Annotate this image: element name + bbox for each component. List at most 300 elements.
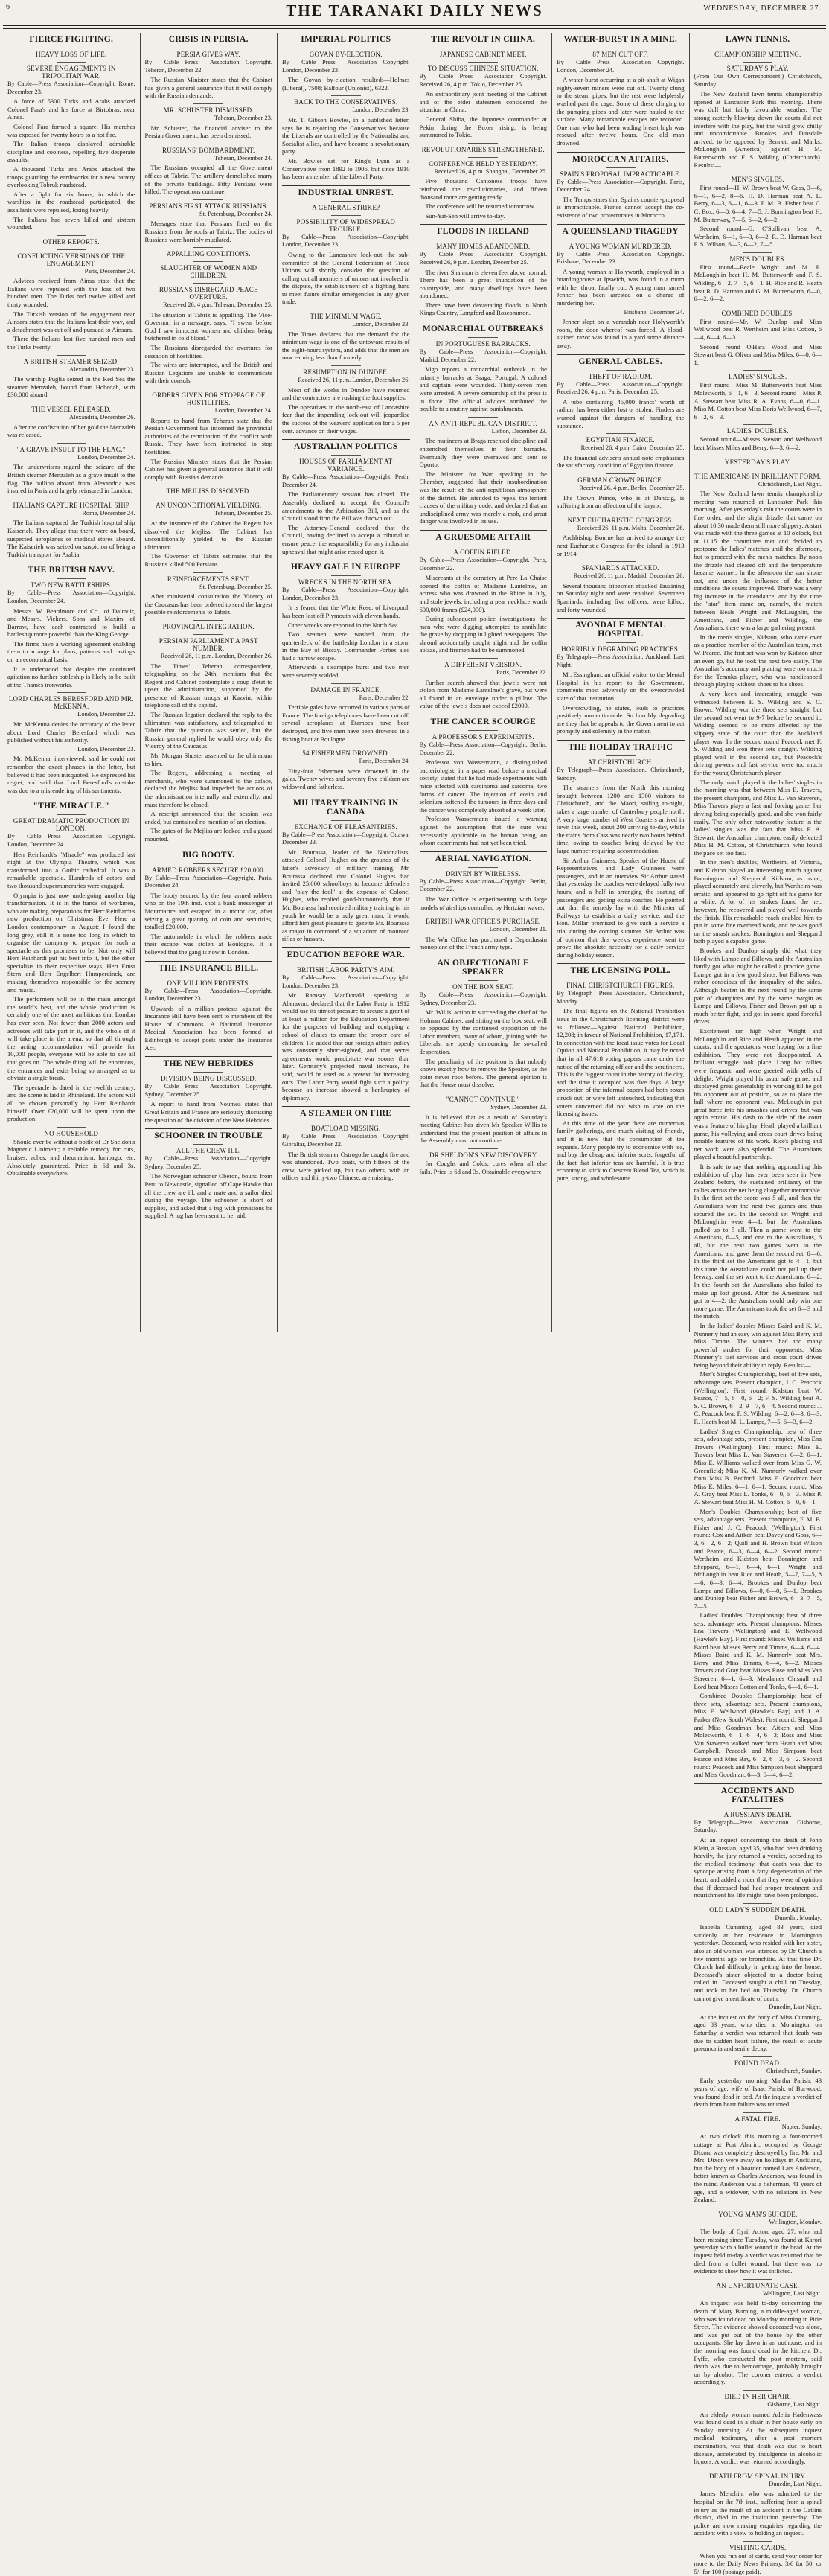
article-paragraph: First round—H. W. Brown beat W. Goss, 3—6, 6—1, 6—2, 8—6. H. D. Harman beat A. E. Berry, 6—3, 6—1, 6—3. F. M. B. Fisher beat C. C. Box, 6—0, 6—4, 7—5. J. Bonnington beat H. M. Butterway, 7—5, 6—2, 6—2. [694, 184, 822, 223]
article-paragraph: A force of 5300 Turks and Arabs attacked Colonel Fara's and his force at Birtobras, near Ainsa. [7, 98, 135, 121]
article-paragraph: Mr. T. Gibson Bowles, in a published letter, says he is rejoining the Conservatives because the Liberals are controlled by the Nationalist and Socialist allies, and have become a revolutionary party. [282, 115, 410, 156]
short-rule [743, 2279, 772, 2280]
article-subheading: BRITISH WAR OFFICE'S PURCHASE. [426, 918, 541, 926]
short-rule [193, 247, 223, 248]
article-paragraph: Colonel Fara formed a square. His marches was exposed for twenty hours to a hot fire. [7, 122, 135, 138]
article-paragraph: The Turkish version of the engagement near Ainsara states that the Italians lost their way, and a detachment was cut off and pursued to Ainsara. [7, 310, 135, 333]
article-dateline: Brisbane, December 24. [624, 308, 685, 316]
article-byline: By Cable—Press Association—Copyright. Berlin, December 22. [419, 878, 547, 893]
article-subheading: DAMAGE IN FRANCE. [310, 685, 382, 694]
article-headline: THE REVOLT IN CHINA. [431, 35, 536, 44]
article-byline: By Cable—Press Association—Copyright. Received 26, 9 p.m. London, December 25. [419, 251, 547, 266]
article-subheading: PERSIANS FIRST ATTACK RUSSIANS. [149, 202, 269, 210]
article-subheading: ON THE BOX SEAT. [452, 982, 514, 991]
article-byline: By Telegraph—Press Association. Auckland, Last Night. [557, 653, 685, 668]
article-subheading: CHAMPIONSHIP MEETING. [714, 51, 801, 58]
short-rule [743, 2390, 772, 2391]
article-paragraph: The situation at Tabriz is appalling. The Vice-Governor, in a message, says: "I swear before God I saw innocent women and children being butchered in cold blood." [144, 310, 272, 342]
article-paragraph: An extraordinary joint meeting of the Cabinet and of the elder statesmen considered the situation in China. [419, 90, 547, 114]
article-dateline: Gisborne, Last Night. [767, 2400, 822, 2408]
article-paragraph: Further search showed that jewels were not stolen from Madame Lantelme's grave, but were all found in an envelope under a pillow. The value of the jewels does not exceed £2000. [419, 678, 547, 710]
article-byline: By Cable—Press Association—Copyright. London, December 24. [7, 833, 135, 848]
article-byline: By Cable—Press Association—Copyright. Sydney, December 25. [144, 1155, 272, 1170]
article-subheading: SPAIN'S PROPOSAL IMPRACTICABLE. [560, 170, 682, 178]
article-paragraph: Excitement ran high when Wright and McLoughlin and Rice and Heath appeared in the courts, and the spectators were hoping for a fine exhibition. They were not disappointed. A brilliant struggle took place. Long hot rallies were frequent, and were greeted with yells of delight. Wright played his usual safe game, and displayed great generalship in working till he got his opponent out of position, so as to place the ball where no opponent was. McLoughlin put great force into his smashes and drives, but was again erratic. His dash to the side of the court was a feature of his play. Heath played a brilliant game, his volleying and cross court drives being notable features of his work. Rice's placing and net work were also splendid. The Australians played a beautiful partnership. [694, 1026, 822, 1161]
article-divider [557, 740, 685, 741]
article-paragraph: The steamers from the North this morning brought between 1200 and 1300 visitors to Christchurch, and the Maori, sailing to-night, takes a large number of Canterbury people north. A very large number of West Coasters arrived in town this week, about 200 arriving to-day, while the trains from Cass was nearly two hours behind time, owing to coaches being delayed by the large number requiring accommodation. [557, 784, 685, 854]
article-dateline: Alexandria, December 23. [69, 365, 135, 373]
article-headline: FIERCE FIGHTING. [29, 35, 114, 44]
short-rule [468, 980, 498, 981]
article-subheading: ONE MILLION PROTESTS. [167, 979, 250, 987]
article-paragraph: At an inquest concerning the death of John Klein, a Russian, aged 35, who had been drinking heavily, the jury returned a verdict, according to the medical testimony, that death was due to syncope arising from a fatty degeneration of the heart, and added a rider that they were of opinion that if deceased had had proper treatment and nourishment his life might have been prolonged. [694, 1835, 822, 1899]
article-paragraph: The Russian Minister states that the Cabinet has given a general assurance that it will comply with the Russian demands. [144, 76, 272, 100]
article-headline: HEAVY GALE IN EUROPE [290, 563, 401, 572]
article-paragraph: Mr. Morgan Shuster assented to the ultimatum to him. [144, 752, 272, 767]
article-paragraph: Isabella Cumming, aged 83 years, died suddenly at her residence in Mornington yesterday. Deceased, who resided with her sister, also an old woman, was attended by Dr. Church a few months ago for bronchitis. At that time Dr. Church had difficulty in getting into the house. Deceased's sister objected to a doctor being called in. Deceased sought a chill on Tuesday, and took to her bed on Thursday. Dr. Church cannot give a certificate of death. [694, 1923, 822, 2002]
article-paragraph: Vigo reports a monarchial outbreak in the infantry barracks at Braga, Portugal. A colonel and captain were wounded. Thirty-seven men were arrested. A severe censorship of the press is in force. The official advices attributed the trouble to a mutiny against punishments. [419, 365, 547, 413]
article-paragraph: Professor von Wassermann, a distinguished bacteriologist, in a paper read before a medical society, stated that he had made experiments with mice affected with carcinoma and sarcoma, two forms of cancer. The injection of eosin and selenium softened the tumours in three days and the cancer was completely absorbed a week later. [419, 758, 547, 814]
article-subheading: VISITING CARDS. [729, 2543, 787, 2551]
short-rule [468, 337, 498, 338]
article-subheading: APPALLING CONDITIONS. [166, 250, 251, 258]
article-dateline: Rome, December 24. [82, 509, 135, 517]
article-byline: By Cable—Press Association—Copyright. Paris, December 24. [144, 874, 272, 889]
short-rule [331, 683, 361, 684]
article-paragraph: The operatives in the north-east of Lancashire fear that the impending lock-out will jeopardise the success of the weavers' application for a 5 per cent. advance on their wages. [282, 403, 410, 435]
article-paragraph: The spectacle is dated in the twelfth century, and the scene is laid in Rhineland. The actors will all be chosen personally by Herr Reinhardt himself. Over £20,000 will be spent upon the production. [7, 1083, 135, 1123]
short-rule [57, 62, 86, 63]
article-paragraph: The Governor of Tabriz estimates that the Russians killed 500 Persians. [144, 552, 272, 568]
article-paragraph: James Mehehin, who was admitted to the hospital on the 7th inst., suffering from a spinal injury as the result of an accident in the Catlins district, died in the institution yesterday. The police are now making enquiries regarding the accident with a view to holding an inquest. [694, 2490, 822, 2537]
article-divider [557, 224, 685, 225]
article-paragraph: It is understood that despite the continued agitation no further battleship is likely to be built at the Thames ironworks. [7, 665, 135, 688]
short-rule [331, 365, 361, 366]
short-rule [57, 249, 86, 250]
article-subheading: BOATLOAD MISSING. [311, 1125, 381, 1133]
article-paragraph: Terrible gales have occurred in various parts of France. The foreign telephones have been cut off, several aeroplanes at Etampes have been destroyed, and five men have been drowned in a fishing boat at Boulogne. [282, 703, 410, 743]
article-byline: By Cable—Press Association—Copyright. London, December 23. [282, 233, 410, 249]
article-divider [557, 618, 685, 619]
article-dateline: London, December 23. [352, 106, 410, 114]
article-paragraph: At this time of the year there are numerous family gatherings, and much visiting of friends, and it is now that the consumption of tea expands. Many people try to economise with tea, and buy the cheap and inferior sorts, forgetful of the fact that inferior teas are harmful. It is true economy to stick to Crescent Blend Tea, which is pure, strong, and wholesome. [557, 1119, 685, 1182]
article-paragraph: A very keen and interesting struggle was witnessed between F. S. Wilding and S. C. Brown. Wilding won the three sets straight, but the second set went to 9-7 before he secured it. Wilding seemed to be more affected by the slippery state of the court than the Auckland player was. In the second round Peacock met F. S. Wilding and won three sets straight. Wilding played well in the second set, but Peacock's driving powers and fast service were too much for the young Christchurch player. [694, 690, 822, 776]
article-headline: THE INSURANCE BILL. [159, 963, 259, 973]
article-subheading: MEN'S DOUBLES. [729, 255, 786, 263]
article-subheading: A PROFESSOR'S EXPERIMENTS. [432, 733, 534, 741]
short-rule [606, 561, 636, 562]
article-paragraph: It is feared that the White Rose, of Liverpool, has been lost off Plymouth with eleven hands. [282, 604, 410, 619]
article-paragraph: Brookes and Dunlop simply did what they liked with Lampe and Billows, and the Australian hardly got what might be called a practice game. Lampe got in a few good shots, but Billows was rather conscious of the inequality of the sides. Although beaten in the next round by the same pair of champions and by the same margin as Lampe and Billows, Fisher and Brown put up a much better fight, and got in some good forceful drives. [694, 947, 822, 1026]
article-paragraph: The Italians had seven killed and sixteen wounded. [7, 215, 135, 231]
article-byline: By Cable—Press Association—Copyright. Sydney, December 25. [144, 1083, 272, 1098]
article-paragraph: The performers will be in the main amongst the world's best, and the whole production is certainly one of the most ambitious that London has ever seen. Not fewer than 2000 actors and actresses will take part in it, and the whole of it will take place in the arena, so that all through the acting accommodation will provide for 10,000 people, everyone will be able to see all that goes on. The whole thing will be enormous, the entrances and exits being so arranged as to obviate a single break. [7, 995, 135, 1082]
article-paragraph: Five thousand Cantonese troops have reinforced the revolutionaries, and fifteen thousand more are getting ready. [419, 177, 547, 201]
article-headline: BIG BOOTY. [182, 850, 235, 860]
article-subheading: YOUNG MAN'S SUICIDE. [718, 2210, 798, 2218]
article-byline: By Telegraph—Press Association. Gisborne, Saturday. [694, 1818, 822, 1834]
short-rule [468, 867, 498, 868]
article-paragraph: Advices received from Ainsa state that the Italians were repulsed with the loss of two hundred men. The Turks had twelve killed and thirty wounded. [7, 277, 135, 309]
article-byline: By Cable—Press Association—Copyright. Brisbane, December 23. [557, 250, 685, 266]
article-subheading: MEN'S SINGLES. [731, 176, 784, 184]
article-byline: By Telegraph—Press Association. Christchurch, Monday. [557, 990, 685, 1005]
article-headline: AUSTRALIAN POLITICS [293, 442, 398, 452]
article-subheading: THE MINIMUM WAGE. [310, 313, 382, 321]
article-divider [282, 439, 410, 440]
article-subheading: A YOUNG WOMAN MURDERED. [569, 242, 672, 250]
article-paragraph: A water-burst occurring at a pit-shaft at Wigan eighty-seven miners were cut off. Twenty clung to the steam pipes, but the rest were helplessly washed past the cage. Some of these clinging to the pumping pipes and later were hauled to the surface. Many remarkable escapes are recorded. One man who had been wading breast high was rescued after twelve hours. One old man drowned. [557, 76, 685, 147]
article-subheading: SPANIARDS ATTACKED. [581, 564, 659, 572]
article-paragraph: Second round—Misses Stewart and Wellwood beat Misses Miles and Berry, 6—3, 6—2. [694, 435, 822, 451]
article-subheading: SATURDAY'S PLAY. [726, 65, 789, 72]
article-paragraph: Men's Singles Championship, best of five sets, advantage sets. Present champion, J. C. Peacock (Wellington). First round: Kidston beat W. Pearce, 7—5, 6—0, 6—2; F. S. Wilding beat A. S. C. Brown, 6—2, 9—7, 6—4. Second round: J. C. Peacock beat F. S. Wilding, 6—2, 6—3, 6—3; R. Heath beat M. L. Lampe, 7—5, 6—3, 6—2. [694, 1370, 822, 1426]
article-paragraph: The river Shannon is eleven feet above normal. There has been a great inundation of the countryside, and many dwellings have been abandoned. [419, 268, 547, 300]
article-dateline: Received 26, 11 p.m. Madrid, December 26. [573, 572, 685, 580]
article-paragraph: The War Office is experimenting with large models of airships controlled by Hertzian waves. [419, 895, 547, 911]
article-divider [282, 947, 410, 948]
article-paragraph: The underwriters regard the seizure of the British steamer Menzaleh as a grave insult to the flag. The bullion aboard from Alexandria was insured in Paris and largely reinsured in London. [7, 463, 135, 495]
article-divider [557, 152, 685, 153]
article-paragraph: Second round—G. O'Sullivan beat A. Wertheim, 6—1, 6—3, 6—2. R. D. Harman beat P. S. Wilson, 6—3, 6—2, 7—5. [694, 225, 822, 249]
article-paragraph: The New Zealand lawn tennis championship opened at Lancaster Park this morning. There was dull but fairly favourable weather. The strong easterly blowing down the courts did not interfere with the play, but the wind grew chilly and uncomfortable. Brookes and Dinsdale arrived, to be opposed by Bennett and Marks. McLoughlin (America) against H. M. Butterworth and F. S. Wilding (Christchurch). Results:— [694, 90, 822, 169]
article-divider [145, 961, 273, 962]
article-paragraph: A young woman at Holyworth, employed in a boardinghouse at Ipswich, was found in a room with her throat fatally cut. A young man named Jenner has been arrested on a charge of murdering her. [557, 267, 685, 307]
article-dateline: Received 26, 4 p.m. Cairo, December 25. [580, 444, 685, 452]
article-byline: (From Our Own Correspondent.) Christchurch, Saturday. [694, 73, 822, 88]
article-headline: AVONDALE MENTAL HOSPITAL [575, 621, 666, 639]
article-subheading: GERMAN CROWN PRINCE. [577, 476, 664, 484]
article-paragraph: Mr. McKenna denies the accuracy of the letter about Lord Charles Beresford which was published without his authority. [7, 720, 135, 744]
article-paragraph: Mr. Schuster, the financial adviser to the Persian Government, has been dismissed. [144, 124, 272, 140]
article-paragraph: At the instance of the Cabinet the Regent has dissolved the Mejliss. The Cabinet has unconditionally yielded to the Russian ultimatum. [144, 519, 272, 551]
article-paragraph: The final figures on the National Prohibition issue in the Christchurch licensing district were as follows:—Against National Prohibition, 12,208; in favour of National Prohibition, 17,171. In connection with the local issue votes for Local Option and National Prohibition, it may be noted that in all 47,618 voting papers came under the notice of the returning officer and the scrutineers. This is the biggest count in the history of the city, and the time it occupied was five days. A large proportion of the informal papers had both boxes struck out, or were left untouched, indicating that voters concerned did not wish to vote on the licensing issues. [557, 1007, 685, 1118]
article-paragraph: Reports to hand from Teheran state that the Persian Government has informed the provincial authorities of the termination of the conflict with Russia. They have been instructed to stop hostilities. [144, 416, 272, 456]
article-dateline: Lisbon, December 23. [491, 427, 547, 435]
short-rule [606, 642, 636, 643]
article-paragraph: A rescript announced that the session was ended, but contained no mention of an election. [144, 810, 272, 825]
short-rule [468, 62, 498, 63]
article-paragraph: In the men's doubles, Wertheim, of Victoria, and Kidston played an interesting match against Bonnington and Sheppard. Kidston, as usual, played accurately and cleverly, but Wertheim was erratic, and appeared to go right off his game for a while. A lot of his strokes found the net, however, he recovered and played well towards the finish. His remarkable reach enabled him to put in some fine overhead work, and he was good on the smash strokes. Bonnington and Sheppard both played a capable game. [694, 858, 822, 945]
short-rule [193, 103, 223, 104]
article-dateline: Christchurch, Last Night. [758, 480, 822, 488]
article-dateline: London, December 24. [214, 407, 272, 415]
article-paragraph: In the men's singles, Kidston, who came over as a practice member of the Australian team, met W. Pearce. The first set was won by Kidston after an even go, but he took the next two easily. The Australian's accuracy and placing were too much for the Temuka player, who was handicapped through playing without shoes to his shoes. [694, 633, 822, 688]
article-divider [420, 224, 548, 225]
article-paragraph: Professor Wassermann issued a warning against the assumption that the cure was necessarily applicable to the human being, on whom experiments had not yet been tried. [419, 815, 547, 847]
article-byline: By Cable—Press Association—Copyright. London, December 23. [282, 59, 410, 74]
article-paragraph: First round—Mr. W. Dunlop and Miss Wellwood beat R. Wertheim and Miss Cotton, 6—4, 6—4, 6—3. [694, 317, 822, 342]
article-headline: WATER-BURST IN A MINE. [563, 35, 677, 44]
article-subheading: EXCHANGE OF PLEASANTRIES. [294, 822, 397, 831]
article-paragraph: Upwards of a million protests against the Insurance Bill have been sent to members of the House of Commons. A National Insurance Medical Association has been formed at Edinburgh to accept posts under the Insurance Act. [144, 1004, 272, 1052]
article-paragraph: A tube containing 45,000 francs' worth of radium has been either lost or stolen. Finders are warned against the dangers of handling the substance. [557, 397, 685, 429]
article-divider [694, 1783, 822, 1784]
article-paragraph: Sir Arthur Guinness, Speaker of the House of Representatives, and Lady Guinness were passengers, and in an interview Sir Arthur stated that yesterday the coaches were delayed fully two hours, and a half in arranging the seating of passengers and getting extra coaches. He pointed out that the remedy lay with the Minister of Railways to establish a daily service, and the Hon. Millar promised to give such a service a trial during the coming summer. Sir Arthur was of opinion that this week's experience went to prove the absolute necessity for a daily service during holiday season. [557, 856, 685, 959]
article-paragraph: Mr. Bourassa, leader of the Nationalists, attacked Colonel Hughes on the grounds of the latter's advocacy of military training. Mr. Bourassa declared that Colonel Hughes had invited 25,000 schoolboys to become defenders and "play the fool" at the expense of Colonel Hughes, who replied good-humouredly that if Mr. Bourassa had received military training in his youth he would be a truly great man. It would afford him great pleasure to gazette Mr. Bourassa as major in command of a squadron of mounted rifles or hussars. [282, 848, 410, 943]
article-paragraph: The wires are interrupted, and the British and Russian Legations are unable to communicate with their consuls. [144, 361, 272, 385]
article-dateline: Received 26, 4 p.m. Teheran, December 25. [163, 301, 272, 309]
short-rule [468, 730, 498, 731]
article-paragraph: The Minister for War, speaking in the Chamber, suggested that their insubordination was the result of the anti-republican atmosphere of the district. He intended to repeal the lenient clauses of the military code, and declared that an undisciplined army was merely a mob, and great danger was involved in its use. [419, 470, 547, 525]
article-subheading: RUSSIANS' BOMBARDMENT. [162, 146, 255, 154]
short-rule [743, 2056, 772, 2057]
article-subheading: YESTERDAY'S PLAY. [724, 458, 791, 466]
short-rule [331, 95, 361, 96]
short-rule [468, 658, 498, 659]
article-subheading: A FATAL FIRE. [734, 2115, 781, 2123]
article-paragraph: Miscreants at the cemetery at Pere La Chaise opened the coffin of Madame Lantelme, an actress who was drowned in the Rhine in July, and stole jewels, including a pear necklace worth 600,000 francs (£24,000). [419, 574, 547, 613]
article-subheading: MANY HOMES ABANDONED. [436, 243, 531, 251]
article-paragraph: Several thousand tribesmen attacked Tauzining on Saturday night and were repulsed. Seventeen Spaniards, including five officers, were killed, and forty wounded. [557, 581, 685, 613]
article-divider [420, 530, 548, 531]
article-paragraph: The Russian Minister states that the Persian Cabinet has given a general assurance that it will comply with Russia's demands. [144, 457, 272, 481]
article-subheading: A COFFIN RIFLED. [453, 548, 513, 556]
article-subheading: DR SHELDON'S NEW DISCOVERY [429, 1151, 537, 1159]
article-paragraph: After a fight for six hours, in which the warships in the roadstead participated, the assailants were repulsed, losing heavily. [7, 190, 135, 214]
article-subheading: "CANNOT CONTINUE." [446, 1096, 520, 1104]
article-byline: By Cable—Press Association—Copyright. London, December 24. [7, 589, 135, 604]
short-rule [606, 167, 636, 168]
article-paragraph: Mr. Ramsay MacDonald, speaking at Aberavon, declared that the Labor Party in 1912 would use its utmost pressure to secure a grant of at least a million for the Education Department for the purposes of building and equipping a school of clinics to ensure the proper care of children. He added that our foreign affairs policy was constantly short-sighted, and that secret agreements would precipitate war sooner than later. Germany's projected naval increase, he said, would be used as a pretext for increasing ours. The Labor Party would fight such a policy, because an increase showed a bankruptcy of diplomacy. [282, 991, 410, 1102]
article-subheading: REVOLUTIONARIES STRENGTHENED. [421, 145, 545, 153]
article-paragraph: It is safe to say that nothing approaching this exhibition of play has ever been seen in New Zealand before, the sustained brilliancy of the rallies across the net being altogether memorable. In the first set the score was 5 all, and then the Australians won the next two games and thus secured the set. In the second set Wright and McLoughlin were 4—1, but the Australians pulled up to 5 all. Then a game went to the Americans, 6—5, and one to the Australians, 6 all, but the next two games went to the Americans, and gave them the second set, 8—6. In the third set the Americans got to 4—1, but this time the Australians could not pull up their leeway, and the set went to the Americans, 6—2. In the fourth set the Australians also failed to make up lost ground. After the Americans had got to 4—2, the Australians could only win one more game. The Americans took the set 6—3 and the match. [694, 1163, 822, 1320]
article-paragraph: There the Italians lost five hundred men and the Turks twenty. [7, 335, 135, 351]
short-rule [743, 252, 772, 253]
article-dateline: Dunedin, Last Night. [769, 2480, 822, 2487]
article-paragraph: The Russian legation declared the reply to the ultimatum was satisfactory, and telegraphed to Tabriz that the question was settled, but the Russian general replied he would obey only the Viceroy of the Caucasus. [144, 711, 272, 750]
article-paragraph: The Times' Teheran correspondent, telegraphing on the 24th, mentions that the Regent and Cabinet contemplate a coup d'etat to upset the administration, supported by the presence of Russian troops at Kazvin, within telephone call of the capital. [144, 662, 272, 709]
article-subheading: 87 MEN CUT OFF. [592, 51, 649, 58]
article-paragraph: Second round—O'Hara Wood and Miss Stewart beat G. Oliver and Miss Miles, 6—0, 6—1. [694, 342, 822, 366]
article-paragraph: The Norwegian schooner Oberon, bound from Peru to Newcastle, signalled off Cape Hawke that all the crew are ill, and a mate and a sailor died during the voyage. The schooner is short of supplies, and asked that a tug with provisions be supplied. A tug has been sent to her aid. [144, 1172, 272, 1220]
article-subheading: POSSIBILITY OF WIDESPREAD TROUBLE. [296, 217, 395, 233]
article-paragraph: After the confiscation of her gold the Menzaleh was released. [7, 423, 135, 439]
article-divider [145, 1128, 273, 1129]
article-headline: "THE MIRACLE." [33, 802, 110, 811]
short-rule [193, 620, 223, 621]
short-rule [468, 1148, 498, 1149]
article-paragraph: General Shiba, the Japanese commander at Pekin during the Boxer rising, is being summoned to Tokio. [419, 115, 547, 139]
article-byline: By Telegraph—Press Association. Christchurch, Sunday. [557, 767, 685, 782]
article-paragraph: The mutineers at Braga resented discipline and entrenched themselves in their barracks. Eventually they were overawed and sent to Oporto. [419, 437, 547, 469]
short-rule [193, 863, 223, 864]
article-paragraph: An inquest was held to-day concerning the death of Mary Burning, a middle-aged woman, who was found dead on Monday morning in Pirie Street. The evidence showed deceased was alone, and was put out of the house by the other occupants. She lay down in an outhouse, and in the morning was found dead in the kitchen. Dr. Fyffe, who conducted the post mortem, said death was due to hemorrhage, probably brought on by alcohol. The coroner entered a verdict accordingly. [694, 2299, 822, 2386]
article-paragraph: First round—Beale Wright and M. E. McLoughlin beat H. M. Butterworth and F. S. Wilding, 6—2, 7—5, 6—1. H. Rice and R. Heath beat R. D. Harman and G. M. Butterworth, 6—0, 6—2, 6—2. [694, 263, 822, 303]
article-paragraph: Archbishop Bourne has arrived to arrange the next Eucharistic Congress for the island in 1913 or 1914. [557, 534, 685, 557]
article-subheading: COMBINED DOUBLES. [721, 309, 794, 317]
article-byline: By Cable—Press Association—Copyright. Sydney, December 23. [419, 991, 547, 1006]
article-paragraph: Afterwards a steampipe burst and two men were severely scalded. [282, 663, 410, 680]
article-subheading: HOUSES OF PARLIAMENT AT VARIANCE. [299, 458, 393, 473]
article-subheading: LORD CHARLES BERESFORD AND MR. McKENNA. [8, 695, 134, 711]
article-paragraph: The Crown Prince, who is at Dantzig, is suffering from an affection of the larynx. [557, 493, 685, 510]
short-rule [193, 283, 223, 284]
short-rule [193, 634, 223, 635]
article-paragraph: The Italians captured the Turkish hospital ship Kaiserieh. They allege that there were on board, suspected aeroplanes or medical stores aboard. The Kaiserieh was seized on suspicion of being a Turkish transport for Arabia. [7, 519, 135, 558]
article-subheading: A BRITISH STEAMER SEIZED. [23, 357, 119, 365]
article-subheading: TO DISCUSS CHINESE SITUATION. [427, 65, 539, 72]
article-paragraph: The War Office has purchased a Deperdussin monoplane of the French army type. [419, 935, 547, 951]
issue-date: WEDNESDAY, DECEMBER 27. [703, 4, 822, 13]
column-2 [141, 33, 278, 1332]
article-subheading: AN UNFORTUNATE CASE. [716, 2281, 800, 2289]
article-paragraph: The Govan by-election resulted:—Holmes (Liberal), 7508; Balfour (Unionist), 6322. [282, 76, 410, 92]
article-paragraph: Mr. McKenna, interviewed, said he could not remember the exact phrases in the letter, but believed it had been misquoted. He expressed his regret, and said that Lord Beresford's mistake was due to a misrendering of his sentiments. [7, 755, 135, 794]
article-paragraph: The automobile in which the robbers made their escape was stolen at Boulogne. It is believed that the gang is now in London. [144, 932, 272, 956]
short-rule [468, 417, 498, 418]
article-subheading: LADIES' SINGLES. [729, 373, 787, 381]
article-subheading: RESUMPTION IN DUNDEE. [303, 368, 389, 377]
article-paragraph: The body of Cyril Acton, aged 27, who had been missing since Tuesday, was found at Karori yesterday with a bullet wound in the head. At the inquest held to-day a verdict was returned that he died from a bullet wound, but there was no evidence to show how it was inflicted. [694, 2228, 822, 2275]
article-paragraph: The gates of the Mejliss are locked and a guard mounted. [144, 827, 272, 843]
article-subheading: AN UNCONDITIONAL YIELDING. [156, 502, 262, 510]
short-rule [193, 572, 223, 573]
short-rule [743, 1903, 772, 1904]
article-byline: By Cable—Press Association—Copyright. Paris, December 24. [557, 178, 685, 194]
article-paragraph: The British steamer Ostrogothe caught fire and was abandoned. Two boats, with fifteen of the crew, were picked up, but two others, with an officer and thirty-two Chinese, are missing. [282, 1150, 410, 1182]
short-rule [57, 692, 86, 693]
article-headline: THE CANCER SCOURGE [430, 717, 536, 727]
article-paragraph: Fifty-four fishermen were drowned in the gales. Twenty wives and seventy five children are widowed and fatherless. [282, 767, 410, 790]
article-dateline: Paris, December 24. [84, 267, 135, 275]
article-dateline: Teheran, December 25. [214, 510, 272, 517]
article-headline: MOROCCAN AFFAIRS. [572, 154, 669, 164]
article-dateline: London, December 21. [489, 926, 547, 933]
article-headline: AERIAL NAVIGATION. [435, 854, 531, 863]
article-subheading: IN PORTUGUESE BARRACKS. [435, 340, 531, 348]
article-subheading: OTHER REPORTS. [42, 237, 100, 246]
article-headline: AN OBJECTIONABLE SPEAKER [437, 958, 529, 977]
article-subheading: SLAUGHTER OF WOMEN AND CHILDREN. [160, 264, 257, 280]
article-paragraph: Should ever be without a bottle of Dr Sheldon's Magnetic Liniment; a reliable remedy for cuts, bruises, aches, and rheumatism, lumbago, etc. Absolutely guaranteed. Price is 6d and 3s. Obtainable everywhere. [7, 1137, 135, 1177]
article-dateline: St. Petersburg, December 25. [199, 583, 272, 590]
article-headline: MONARCHIAL OUTBREAKS [422, 325, 544, 334]
article-byline: By Cable—Press Association—Copyright. Perth, December 24. [282, 473, 410, 488]
short-rule [331, 201, 361, 202]
article-subheading: HEAVY LOSS OF LIFE. [36, 51, 107, 58]
article-headline: THE LICENSING POLL. [570, 966, 670, 976]
article-paragraph: Combined Doubles Championship; best of three sets, advantage sets. Present champions, Miss E. Wellwood (Hawke's Bay) and J. A. Parker (New South Wales). First round: Sheppard and Miss Goodman beat Aitken and Miss Molesworth, 6—1, 6—4, 6—3; Ross and Miss Van Staveren walked over from Heath and Miss Campbell. Peacock and Miss Simpson beat Pearce and Miss Bay, 6—2, 6—3, 6—2. Second round: Peacock and Miss Simpson beat Sheppard and Miss Goodman, 6—3, 6—4, 6—2. [694, 1692, 822, 1779]
article-paragraph: The only match played in the ladies' singles in the morning was that between Miss E. Travers, the present champion, and Miss L. Van Staveren, Miss Travers plays a fast and forcing game, her driving being especially good, and she won fairly easily. The only other noteworthy feature in the ladies' singles was the fact that Miss P. A. Stewart, the Australian champion, easily defeated Miss H. M. Cotton, of Christchurch, who found the pace set too fast. [694, 778, 822, 857]
article-dateline: Paris, December 22. [496, 669, 547, 677]
article-subheading: RUSSIANS DISREGARD PEACE OVERTURE. [159, 286, 258, 301]
article-paragraph: During subsequent police investigations the men who were digging attempted to annihilate the grave by dropping in lighted newspapers. The shroud accidentally caught alight and the coffin ablaze, and firemen had to be summoned. [419, 615, 547, 654]
article-headline: A STEAMER ON FIRE [300, 1109, 392, 1119]
article-headline: FLOODS IN IRELAND [437, 227, 530, 237]
article-paragraph: The Times declares that the demand for the minimum wage is one of the untoward results of the eight-hours system, and adds that the men are now earning less than formerly. [282, 330, 410, 362]
article-dateline: Received 26, 4 p.m. Shanghai, December 25. [434, 167, 547, 175]
article-divider [420, 851, 548, 852]
article-subheading: JAPANESE CABINET MEET. [439, 51, 527, 58]
article-headline: GENERAL CABLES. [578, 357, 662, 366]
article-subheading: PERSIA GIVES WAY. [176, 51, 240, 58]
article-paragraph: Jenner slept on a verandah near Holyworth's room, the door whereof was forced. A blood-stained razor was found in a yard some distance away. [557, 318, 685, 350]
article-divider [282, 1106, 410, 1107]
article-subheading: BACK TO THE CONSERVATIVES. [294, 98, 398, 106]
article-subheading: NEXT EUCHARISTIC CONGRESS. [567, 516, 673, 524]
article-headline: SCHOONER IN TROUBLE [154, 1131, 263, 1141]
article-subheading: GREAT DRAMATIC PRODUCTION IN LONDON. [13, 817, 129, 833]
article-paragraph: for Coughs and Colds, cures when all else fails. Price is 6d and 3s. Obtainable everywhere. [419, 1160, 547, 1175]
article-dateline: St. Petersburg, December 24. [199, 210, 272, 217]
article-paragraph: Ladies' Doubles Championship; best of three sets, advantage sets. Present champions, Misses Ena Travers (Wellington) and E. Wellwood (Hawke's Bay). First round: Misses Williams and Baird beat Misses Berry and Timms, 6—4, 6—4. Misses Baird and K. M. Nunnerly beat Mrs. Berry and Miss Timms, 6—4, 6—2. Misses Travers and Gray beat Misses Rose and Miss Van Staveren, 6—1, 6—3; Mesdames Chisnall and Lord beat Misses Cotton and Tonks, 6—1, 6—1. [694, 1611, 822, 1690]
article-dateline: Christchurch, Sunday. [766, 2067, 822, 2074]
article-headline: LAWN TENNIS. [726, 35, 790, 44]
article-subheading: A DIFFERENT VERSION. [444, 661, 522, 669]
article-dateline: Paris, December 22. [359, 694, 410, 701]
newspaper-title: THE TARANAKI DAILY NEWS [286, 1, 543, 19]
article-paragraph: The Russians occupied all the Government offices at Tabriz. The artillery demolished many of the private buildings. Fifty Persians were killed. The operations continue. [144, 164, 272, 196]
article-headline: A QUEENSLAND TRAGEDY [562, 226, 679, 236]
article-divider [557, 963, 685, 964]
article-dateline: Napier, Sunday. [781, 2123, 822, 2130]
article-byline: By Cable—Press Association—Copyright. Paris, December 22. [419, 556, 547, 572]
short-rule [331, 575, 361, 576]
article-paragraph: The New Zealand lawn tennis championship meeting was resumed at Lancaster Park this morning. After yesterday's rain the courts were in fine order, and the slight drizzle that came on about 10.30 made them still more slippery. A start was made with the three games at 10 o'clock, but at 11.15 the committee met and decided to postpone the ladies' matches until the afternoon, but to proceed with the men's matches. By noon the drizzle had cleared off and the temperature became warmer. In the afternoon the sun shone out, and under the influence of the better conditions the courts improved. There was a very big increase in the attendance, and by the time the "star" item came on, namely, the match between Beals Wright and McLaughlin, the Americans, and Fisher and Wilding, the Australians, there was a large gathering present. [694, 490, 822, 632]
article-subheading: THE MEJLISS DISSOLVED. [166, 488, 251, 496]
article-paragraph: The Russians disregarded the overtures for cessation of hostilities. [144, 344, 272, 359]
short-rule [743, 2541, 772, 2542]
article-paragraph: It is believed that as a result of Saturday's meeting Cabinet has given Mr Speaker Willis to understand that the present position of affairs in the Assembly must not continue. [419, 1113, 547, 1145]
article-paragraph: At two o'clock this morning a four-roomed cottage at Port Ahuriri, occupied by George Dixon, was completely destroyed by fire. Mr. and Mrs. Dixon were away on holidays in Auckland, but the body of a boarder named Lars Anderson, better known as Charles Anderson, was found in the ruins. Anderson was a fisherman, 41 years of age, and a widower, with no relations in New Zealand. [694, 2132, 822, 2204]
article-headline: MILITARY TRAINING IN CANADA [293, 798, 399, 816]
article-paragraph: Messages state that Persians fired on the Russians from the roofs at Tabriz. The bodies of Russians were horribly mutilated. [144, 220, 272, 243]
article-divider [282, 185, 410, 186]
masthead-rule [3, 25, 826, 26]
article-byline: By Cable—Press Association—Copyright. London, December 23. [282, 974, 410, 989]
article-paragraph: The Temps states that Spain's counter-proposal is impracticable. France cannot accept the co-existence of two protectorates in Morocco. [557, 195, 685, 219]
article-paragraph: Overcrowding, he states, leads to practices positively unmentionable. So horribly degrading are they that he appeals to the Government to act promptly and solemnly in the matter. [557, 703, 685, 735]
column-6 [690, 33, 827, 2576]
article-headline: IMPERIAL POLITICS [301, 35, 391, 44]
article-byline: By Cable—Press Association—Copyright. Gibraltar, December 22. [282, 1133, 410, 1148]
short-rule [743, 62, 772, 63]
article-headline: THE BRITISH NAVY. [28, 566, 115, 575]
article-paragraph: Two seamen were washed from the quarterdeck of the battleship London in a storm in the Bay of Biscay. Commander Forbes also had a narrow escape. [282, 630, 410, 662]
article-dateline: Teheran, December 23. [214, 114, 272, 121]
article-paragraph: The conference will be resumed tomorrow. [425, 202, 536, 211]
article-headline: A GRUESOME AFFAIR [435, 532, 531, 542]
short-rule [57, 1127, 86, 1128]
article-subheading: ITALIANS CAPTURE HOSPITAL SHIP [13, 501, 129, 509]
short-rule [743, 2112, 772, 2113]
short-rule [743, 1808, 772, 1809]
short-rule [468, 157, 498, 158]
column-5 [552, 33, 690, 1332]
short-rule [331, 455, 361, 456]
article-subheading: LADIES' DOUBLES. [726, 427, 789, 435]
short-rule [193, 199, 223, 200]
article-paragraph: Mr. Bowles sat for King's Lynn as a Conservative from 1892 to 1906, but since 1910 has been a member of the Liberal Party. [282, 156, 410, 181]
article-dateline: Dunedin, Monday. [775, 1914, 822, 1921]
article-subheading: DRIVEN BY WIRELESS. [445, 869, 521, 878]
article-paragraph: Men's Doubles Championship; best of five sets, advantage sets. Present champions, F. M. B. Fisher and J. C. Peacock (Wellington). First round: Cox and Aitken beat Davey and Goss, 6—3, 6—2, 6—2; Quill and H. Brown beat Wilson and Pearce, 6—3, 6—4, 6—2. Second round: Wertheim and Kidston beat Bonnington and Sheppard, 6—1, 6—4, 6—1. Wright and McLoughlin beat Rice and Heath, 5—7, 7—5, 8—6, 6—3, 6—4. Brookes and Dunlop beat Lampe and Billows, 6—0, 6—0, 6—1. Brookes and Dunlop beat Fisher and Brown, 6—3, 7—5, 7—5. [694, 1507, 822, 1610]
article-subheading: TWO NEW BATTLESHIPS. [30, 581, 112, 589]
short-rule [193, 1072, 223, 1073]
article-byline: By Cable—Press Association—Copyright. Madrid, December 22. [419, 348, 547, 363]
article-paragraph: The Regent, addressing a meeting of merchants, who were summoned to the palace, declared the Mejliss had impeded the actions of the administration internally and externally, and must therefore be closed. [144, 769, 272, 808]
article-headline: ACCIDENTS AND FATALITIES [720, 1786, 795, 1804]
article-subheading: BRITISH LABOR PARTY'S AIM. [297, 965, 395, 974]
article-dateline: Received 26, 11 p.m. London, December 26. [298, 377, 410, 384]
article-subheading: NO HOUSEHOLD [44, 1129, 99, 1137]
article-paragraph: Olympia is just now undergoing another big transformation. It is in the hands of workmen, who are making preparations for Herr Reinhardt's new production on Christmas Eve. Here a London contemporary in August: I found the long grey, still it is none too long in which to organise the company to prepare for such a spectacle as this promises to be. Not only will Herr Reinhardt put his best into it, but the other specialists in their respective ways, Herr Ernst Stern and Herr Engelbert Humperdinck, are making themselves responsible for the scenery and music. [7, 891, 135, 994]
article-subheading: ALL THE CREW ILL. [176, 1147, 241, 1155]
article-subheading: A RUSSIAN'S DEATH. [723, 1810, 792, 1818]
article-paragraph: The financial adviser's annual note emphasises the satisfactory condition of Egyptian finance. [557, 453, 685, 470]
article-byline: By Cable—Press Association—Copyright. London, December 24. [557, 59, 685, 74]
